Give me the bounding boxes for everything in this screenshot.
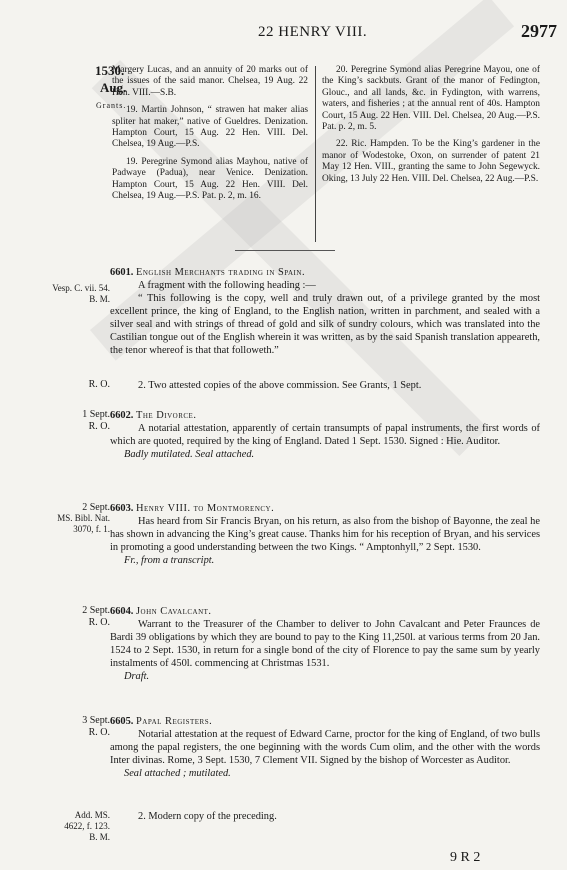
entry-date: 2 Sept. [82, 502, 110, 513]
margin-section: Grants. [96, 101, 127, 110]
source-reference: Vesp. C. vii. 54. [52, 283, 110, 293]
entry-number: 6605. [110, 716, 134, 727]
entry-text: 2. Two attested copies of the above commission. See Grants, 1 Sept. [138, 380, 422, 391]
entry-text: A notarial attestation, apparently of certain transumpts of papal instruments, the first words of which are quoted, required by the king of England. Dated 1 Sept. 1530. Signed : Hie. Auditor. [110, 423, 540, 447]
entry-number: 6604. [110, 606, 134, 617]
entry-6603 [110, 502, 540, 567]
entry-6604 [110, 605, 540, 683]
margin-year: 1530. [95, 63, 125, 78]
grants-left-column [112, 65, 308, 208]
entry-margin-note [44, 379, 110, 391]
entry-6602 [110, 409, 540, 461]
grant-paragraph: Margery Lucas, and an annuity of 20 marks out of the issues of the said manor. Chelsea, 19 Aug. 22 Hen. VIII.—S.B. [112, 65, 308, 98]
source-reference: MS. Bibl. Nat. [57, 513, 110, 523]
grant-paragraph: 19. Martin Johnson, “ strawen hat maker alias spliter hat maker,” native of Gueldres. Denization. Hampton Court, 15 Aug. 22 Hen. VIII. Del. Chelsea, 19 Aug.—P.S. [112, 105, 308, 150]
grant-paragraph: 22. Ric. Hampden. To be the King’s gardener in the manor of Wodestoke, Oxon, on surrender of patent 21 May 12 Hen. VIII., granting the same to John Segewyck. Oking, 13 July 22 Hen. VIII. Del. Chelsea, 22 Aug.—P.S. [322, 139, 540, 184]
entry-quote: “ This following is the copy, well and truly drawn out, of a privilege granted by the most excellent prince, the king of England, to the English nation, written in parchment, and sealed with a silver seal and with strings of thread of gold and silk of sundry colours, which was translated into the Castilian tongue out of the English wherein it was written, as by the said Spanish translation appeareth, the tenor whereof is that that followeth.” [110, 293, 540, 356]
entry-trailer: Badly mutilated. Seal attached. [124, 449, 255, 460]
source-location: B. M. [89, 294, 110, 304]
entry-number: 6602. [110, 410, 134, 421]
entry-date: 3 Sept. [82, 715, 110, 726]
entry-trailer: Seal attached ; mutilated. [124, 768, 231, 779]
entry-6605-item-2 [110, 810, 540, 823]
entry-title: Papal Registers. [136, 716, 213, 727]
entry-text: 2. Modern copy of the preceding. [138, 811, 277, 822]
entry-title: The Divorce. [136, 410, 197, 421]
grant-paragraph: 19. Peregrine Symond alias Mayhou, native of Padwaye (Padua), near Venice. Denization. Hampton Court, 15 Aug. 22 Hen. VIII. Del. Chelsea, 19 Aug.—P.S. Pat. p. 2, m. 16. [112, 156, 308, 202]
entry-margin-note [44, 502, 110, 535]
running-head-title: 22 HENRY VIII. [258, 24, 368, 40]
entry-6605 [110, 715, 540, 780]
entry-margin-note [44, 605, 110, 629]
entry-trailer: Fr., from a transcript. [124, 555, 215, 566]
entry-title: John Cavalcant. [136, 606, 212, 617]
source-reference: Add. MS. [74, 810, 110, 820]
entry-6601-item-2 [110, 379, 540, 392]
entry-number: 6603. [110, 503, 134, 514]
source-location: R. O. [88, 617, 110, 628]
entry-text: A fragment with the following heading :— [138, 280, 316, 291]
grants-right-column [322, 65, 540, 191]
entry-trailer: Draft. [124, 671, 150, 682]
entry-title: English Merchants trading in Spain. [136, 267, 306, 278]
entry-date: 2 Sept. [82, 605, 110, 616]
entry-number: 6601. [110, 267, 134, 278]
signature-mark: 9 R 2 [450, 850, 481, 865]
section-rule [235, 250, 335, 251]
entry-margin-note [44, 810, 110, 843]
column-divider [315, 66, 316, 242]
margin-month: Aug. [100, 80, 127, 95]
entry-text: Notarial attestation at the request of Edward Carne, proctor for the king of England, of two bulls among the papal registers, the one beginning with the words Cum olim, and the other with the words Inter divinas. Rome, 3 Sept. 1530, 7 Clement VII. Signed by the bishop of Worcester as Auditor. [110, 729, 540, 766]
source-folio: 4622, f. 123. [64, 821, 110, 831]
entry-title: Henry VIII. to Montmorency. [136, 503, 275, 514]
entry-text: Has heard from Sir Francis Bryan, on his return, as also from the bishop of Bayonne, the zeal he has shown in advancing the King’s great cause. Thanks him for his reception of Bryan, and his services in promoting a good understanding between the two Kings. “ Amptonhyll,” 2 Sept. 1530. [110, 516, 540, 553]
entry-6601 [110, 266, 540, 357]
source-folio: 3070, f. 1. [73, 524, 110, 534]
entry-margin-note [44, 283, 110, 305]
source-location: B. M. [89, 832, 110, 842]
grant-paragraph: 20. Peregrine Symond alias Peregrine Mayou, one of the King’s sackbuts. Grant of the manor of Fedington, Glouc., and all lands, &c. in Fydington, with warrens, waters, and fisheries ; at the annual rent of 40s. Hampton Court, 15 Aug. 22 Hen. VIII. Del. Chelsea, 20 Aug.—P.S. Pat. p. 2, m. 5. [322, 65, 540, 133]
page-number: 2977 [521, 21, 557, 41]
source-location: R. O. [88, 421, 110, 432]
source-location: R. O. [88, 727, 110, 738]
entry-margin-note [44, 715, 110, 739]
entry-date: 1 Sept. [82, 409, 110, 420]
entry-text: Warrant to the Treasurer of the Chamber to deliver to John Cavalcant and Peter Fraunces de Bardi 39 obligations by which they are bound to pay to the King 11,250l. at various terms from 20 Jan. 1524 to 2 Sept. 1530, in return for a single bond of the city of Florence to pay the same sum by yearly instalments of 450l. commencing at Christmas 1531. [110, 619, 540, 669]
source-location: R. O. [88, 379, 110, 390]
entry-margin-note [44, 409, 110, 433]
